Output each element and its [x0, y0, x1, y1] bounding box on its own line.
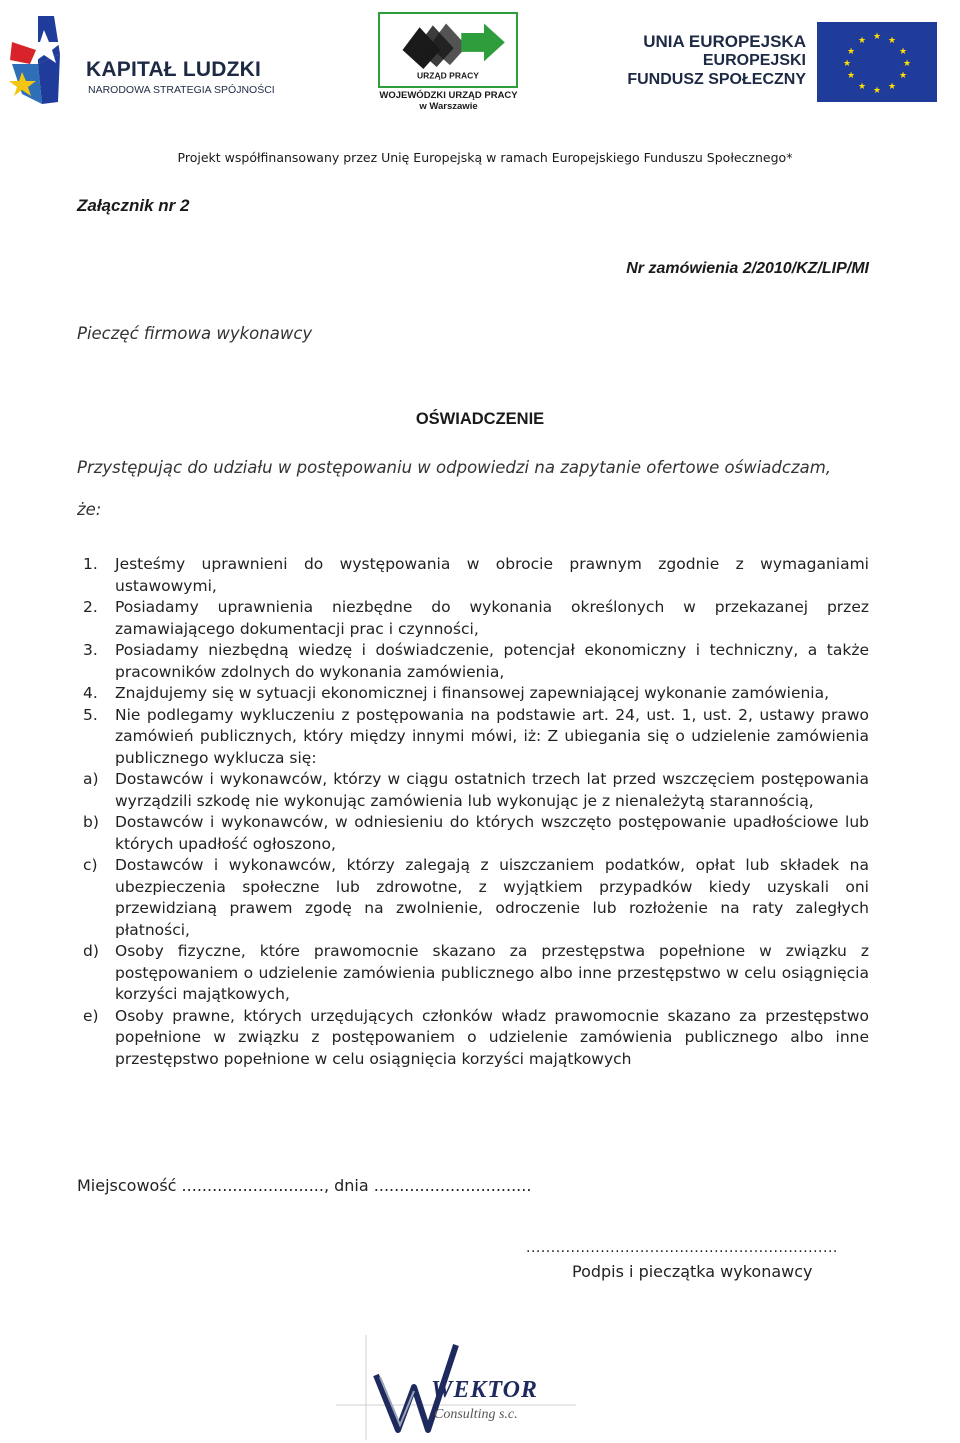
- kapital-ludzki-star-icon: [8, 14, 74, 106]
- list-marker: a): [83, 770, 99, 788]
- list-item: [77, 597, 869, 640]
- document-heading: OŚWIADCZENIE: [415, 410, 545, 428]
- svg-text:★: ★: [857, 36, 867, 46]
- svg-text:★: ★: [898, 47, 908, 57]
- list-marker: b): [83, 813, 99, 831]
- header-logos: [0, 0, 960, 120]
- svg-text:★: ★: [857, 82, 867, 92]
- attachment-label: Załącznik nr 2: [77, 196, 190, 215]
- kapital-ludzki-title: KAPITAŁ LUDZKI: [86, 58, 262, 81]
- svg-text:★: ★: [846, 47, 856, 57]
- declaration-list: [77, 554, 869, 1070]
- signature-label: Podpis i pieczątka wykonawcy: [572, 1262, 813, 1281]
- urzad-pracy-caption: [366, 90, 531, 112]
- list-item: [77, 683, 869, 705]
- list-item: [77, 705, 869, 770]
- svg-text:★: ★: [887, 36, 897, 46]
- list-marker: 3.: [83, 641, 98, 659]
- kapital-ludzki-subtitle: NARODOWA STRATEGIA SPÓJNOŚCI: [88, 84, 275, 96]
- place-date-line: Miejscowość ............................, dnia ...............................: [77, 1176, 532, 1195]
- wektor-logo: [336, 1335, 576, 1440]
- list-marker: 5.: [83, 705, 98, 724]
- eu-text: [627, 32, 806, 89]
- list-item: [77, 855, 869, 941]
- urzad-pracy-line1: WOJEWÓDZKI URZĄD PRACY: [379, 90, 518, 101]
- list-marker: 1.: [83, 555, 98, 573]
- list-marker: e): [83, 1006, 99, 1025]
- eu-flag-icon: [817, 22, 937, 102]
- list-item-text: Nie podlegamy wykluczeniu z postępowania na podstawie art. 24, ust. 1, ust. 2, ustawy prawo zamówień publicznych, który między innymi mówi, iż: Z ubiegania się o udzielenie zamówienia publicznego wyklucza się:: [115, 705, 869, 767]
- urzad-pracy-frame: [378, 12, 518, 88]
- list-item-text: Znajdujemy się w sytuacji ekonomicznej i finansowej zapewniającej wykonanie zamówienia,: [115, 684, 830, 702]
- list-item-text: Dostawców i wykonawców, w odniesieniu do których wszczęto postępowanie upadłościowe lub których upadłość ogłoszono,: [115, 813, 869, 853]
- list-marker: 4.: [83, 684, 98, 702]
- list-item: [77, 640, 869, 683]
- list-item: [77, 769, 869, 812]
- svg-text:★: ★: [872, 32, 882, 42]
- list-item-text: Posiadamy uprawnienia niezbędne do wykonania określonych w przekazanej przez zamawiającego dokumentacji prac i czynności,: [115, 598, 869, 638]
- svg-text:★: ★: [872, 86, 882, 96]
- svg-text:★: ★: [902, 59, 912, 69]
- list-item: [77, 812, 869, 855]
- wektor-sub: Consulting s.c.: [434, 1407, 518, 1422]
- svg-text:★: ★: [887, 82, 897, 92]
- eu-line3: FUNDUSZ SPOŁECZNY: [627, 71, 806, 88]
- list-item-text: Dostawców i wykonawców, którzy zalegają z uiszczaniem podatków, opłat lub składek na ubezpieczenia społeczne lub zdrowotne, z wyjątkiem przypadków kiedy uzyskali oni przewidzianą prawem zgodę na zwolnienie, odroczenie lub rozłożenie na raty zaległych płatności,: [115, 856, 869, 939]
- project-cofinancing-line: Projekt współfinansowany przez Unię Europejską w ramach Europejskiego Funduszu Społecznego*: [177, 150, 793, 165]
- svg-text:★: ★: [842, 59, 852, 69]
- eu-line1: UNIA EUROPEJSKA: [643, 32, 806, 51]
- list-item-text: Osoby fizyczne, które prawomocnie skazano za przestępstwa popełnione w związku z postępowaniem o udzielenie zamówienia publicznego albo inne przestępstwo w celu osiągnięcia korzyści majątkowych,: [115, 942, 869, 1003]
- svg-text:★: ★: [846, 71, 856, 81]
- wektor-name: WEKTOR: [431, 1377, 538, 1403]
- urzad-pracy-line2: w Warszawie: [419, 101, 478, 112]
- list-item: [77, 554, 869, 597]
- order-number: Nr zamówienia 2/2010/KZ/LIP/MI: [626, 260, 869, 277]
- urzad-pracy-logo: [366, 8, 531, 112]
- intro-text: Przystępując do udziału w postępowaniu w odpowiedzi na zapytanie ofertowe oświadczam,: [77, 458, 832, 477]
- list-item-text: Dostawców i wykonawców, którzy w ciągu ostatnich trzech lat przed wszczęciem postępowania wyrządzili szkodę nie wykonując zamówienia lub wykonując je z nienależytą starannością,: [115, 770, 869, 810]
- company-stamp-label: Pieczęć firmowa wykonawcy: [77, 324, 313, 343]
- list-marker: c): [83, 856, 98, 874]
- list-marker: 2.: [83, 598, 98, 616]
- signature-dots: ...............................................................: [526, 1240, 838, 1256]
- intro-ze: że:: [77, 500, 102, 519]
- svg-text:★: ★: [898, 71, 908, 81]
- list-item-text: Posiadamy niezbędną wiedzę i doświadczenie, potencjał ekonomiczny i techniczny, a także pracowników zdolnych do wykonania zamówienia,: [115, 641, 869, 681]
- kapital-ludzki-logo: [8, 14, 298, 106]
- urzad-pracy-badge: URZĄD PRACY: [417, 70, 479, 81]
- list-item: [77, 941, 869, 1006]
- list-item: [77, 1006, 869, 1071]
- eu-line2: EUROPEJSKI: [702, 52, 806, 69]
- list-item-text: Osoby prawne, których urzędujących członków władz prawomocnie skazano za przestępstwo popełnione w związku z postępowaniem o udzielenie zamówienia publicznego albo inne przestępstwo popełnione w celu osiągnięcia korzyści majątkowych: [115, 1006, 869, 1068]
- list-item-text: Jesteśmy uprawnieni do występowania w obrocie prawnym zgodnie z wymaganiami ustawowymi,: [115, 555, 869, 595]
- list-marker: d): [83, 942, 99, 960]
- eu-logo: [627, 20, 941, 104]
- urzad-pracy-arrow-icon: [380, 14, 516, 86]
